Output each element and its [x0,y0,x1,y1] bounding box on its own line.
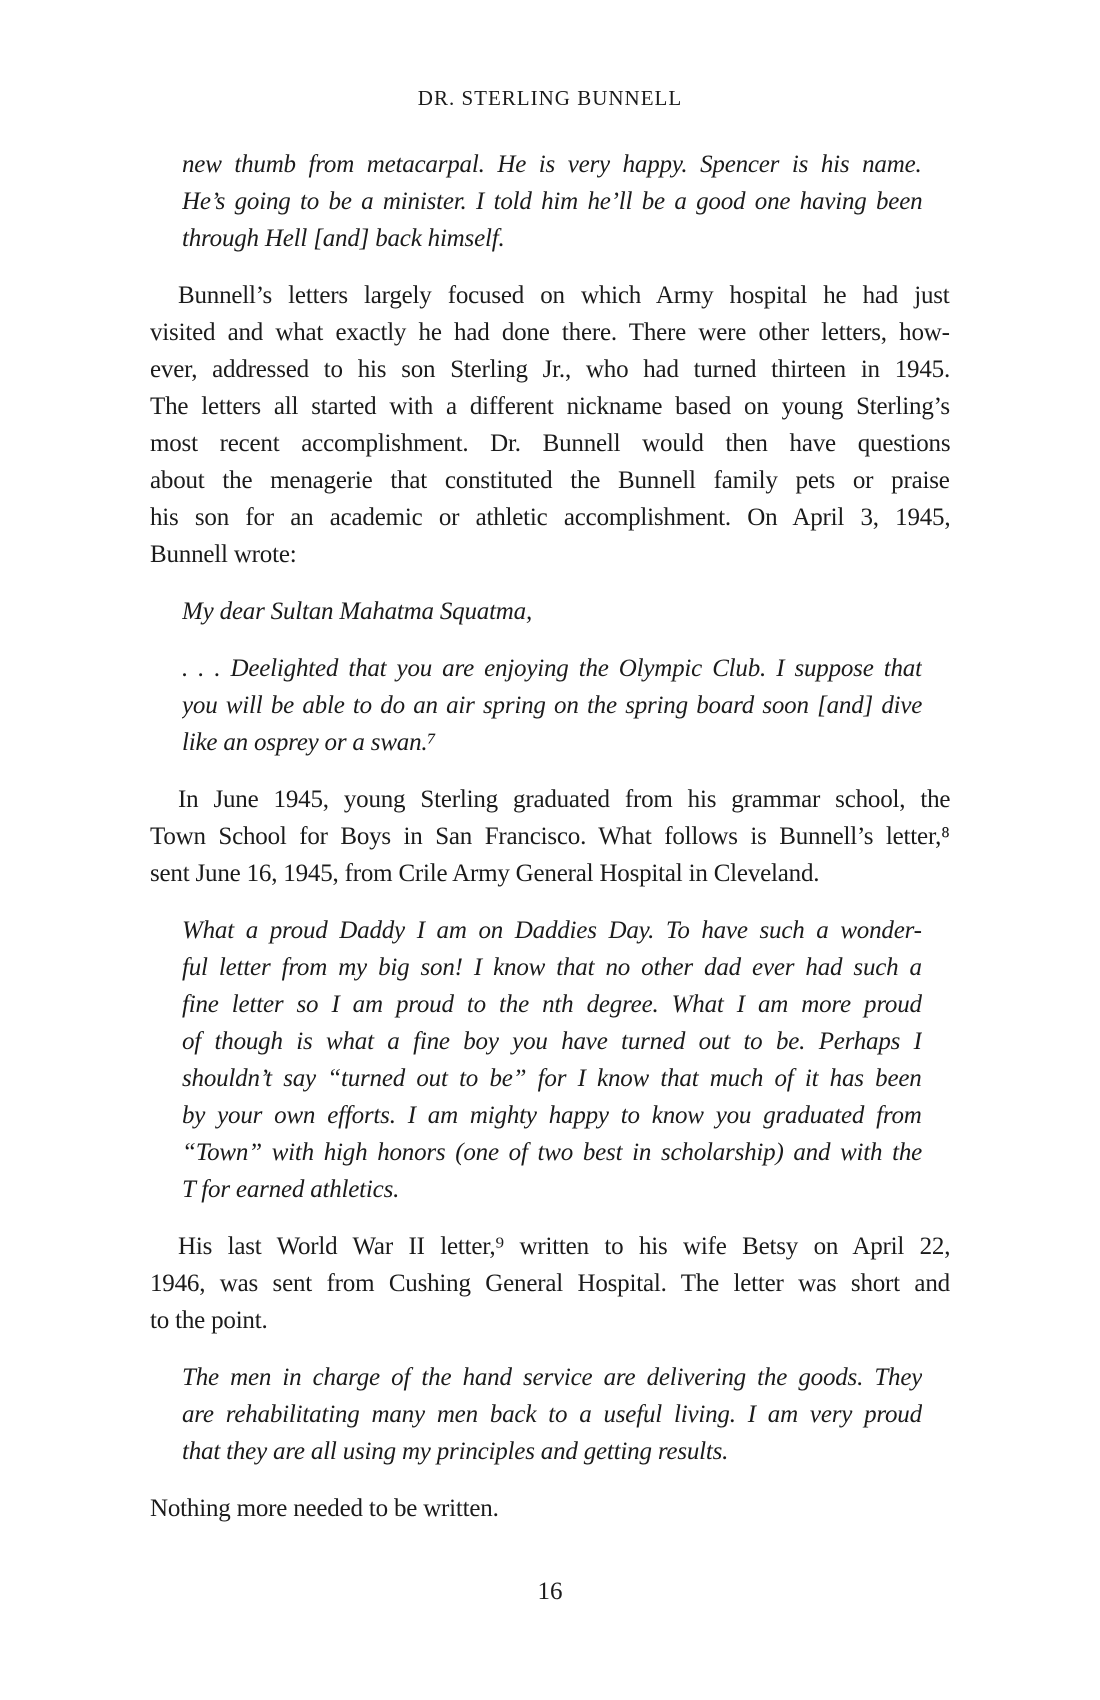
text-line-content: visited and what exactly he had done there. There were other letters, how- [150,319,950,346]
paragraph [150,1228,950,1339]
text-line-content: are rehabilitating many men back to a useful living. I am very proud [182,1401,922,1428]
text-line [150,855,950,892]
text-line-content: shouldn’t say “turned out to be” for I know that much of it has been [182,1065,922,1092]
text-line-content: The letters all started with a different nickname based on young Sterling’s [150,393,950,420]
text-line [150,536,950,573]
text-line [150,1490,950,1527]
text-line-content: My dear Sultan Mahatma Squatma, [182,598,533,625]
text-line-content: that they are all using my principles and getting results. [182,1438,729,1465]
text-line-content: What a proud Daddy I am on Daddies Day. To have such a wonder- [182,917,922,944]
text-line [182,912,922,949]
text-line-content: In June 1945, young Sterling graduated from his grammar school, the [178,786,950,813]
text-line-content: sent June 16, 1945, from Crile Army General Hospital in Cleveland. [150,860,820,887]
page-number: 16 [537,1578,563,1605]
text-line [182,1359,922,1396]
text-line [150,351,950,388]
text-line [182,1396,922,1433]
text-line [150,277,950,314]
text-line [182,1433,922,1470]
text-line [182,1134,922,1171]
paragraph [150,781,950,892]
text-line [182,220,922,257]
text-line-content: T for earned athletics. [182,1176,400,1203]
text-line-content: by your own efforts. I am mighty happy to know you graduated from [182,1102,922,1129]
text-line [182,1023,922,1060]
text-line-content: The men in charge of the hand service are delivering the goods. They [182,1364,922,1391]
text-line [182,146,922,183]
text-line [150,462,950,499]
text-line [150,818,950,855]
text-line-content: his son for an academic or athletic accomplishment. On April 3, 1945, [150,504,950,531]
text-line-content: new thumb from metacarpal. He is very happy. Spencer is his name. [182,151,922,178]
paragraph [150,277,950,573]
text-line-content: 1946, was sent from Cushing General Hospital. The letter was short and [150,1270,950,1297]
text-line-content: Nothing more needed to be written. [150,1495,499,1522]
text-line-content: Bunnell’s letters largely focused on which Army hospital he had just [178,282,950,309]
text-line [182,183,922,220]
text-line [182,687,922,724]
text-line-content: His last World War II letter,⁹ written to his wife Betsy on April 22, [178,1233,950,1260]
text-line-content: to the point. [150,1307,268,1334]
text-line [182,724,922,761]
quote-block [182,146,922,257]
quote-block [182,650,922,761]
text-line [182,593,922,630]
text-line [150,314,950,351]
text-line-content: you will be able to do an air spring on the spring board soon [and] dive [182,692,922,719]
text-line-content: ever, addressed to his son Sterling Jr., who had turned thirteen in 1945. [150,356,950,383]
text-line [182,1097,922,1134]
text-line-content: about the menagerie that constituted the Bunnell family pets or praise [150,467,950,494]
text-line [182,1060,922,1097]
text-line [150,1265,950,1302]
text-line [182,650,922,687]
text-line [150,781,950,818]
text-line-content: ful letter from my big son! I know that no other dad ever had such a [182,954,922,981]
text-line-content: Town School for Boys in San Francisco. What follows is Bunnell’s letter,⁸ [150,823,950,850]
running-header: DR. STERLING BUNNELL [417,86,683,110]
text-line-content: Bunnell wrote: [150,541,297,568]
text-line-content: of though is what a fine boy you have turned out to be. Perhaps I [182,1028,922,1055]
text-line-content: most recent accomplishment. Dr. Bunnell would then have questions [150,430,950,457]
text-line-content: “Town” with high honors (one of two best in scholarship) and with the [182,1139,922,1166]
quote-block [182,1359,922,1470]
text-line [182,986,922,1023]
text-line-content: . . . Deelighted that you are enjoying the Olympic Club. I suppose that [182,655,922,682]
text-line [182,1171,922,1208]
text-line [150,388,950,425]
text-line [150,1302,950,1339]
text-line [150,499,950,536]
quote-block [182,912,922,1208]
quote-block [182,593,922,630]
text-line-content: fine letter so I am proud to the nth degree. What I am more proud [182,991,922,1018]
text-line-content: through Hell [and] back himself. [182,225,505,252]
text-line-content: like an osprey or a swan.⁷ [182,729,436,756]
text-line-content: He’s going to be a minister. I told him he’ll be a good one having been [182,188,922,215]
text-line [150,425,950,462]
text-line [182,949,922,986]
page-body [150,146,950,1527]
text-line [150,1228,950,1265]
paragraph [150,1490,950,1527]
